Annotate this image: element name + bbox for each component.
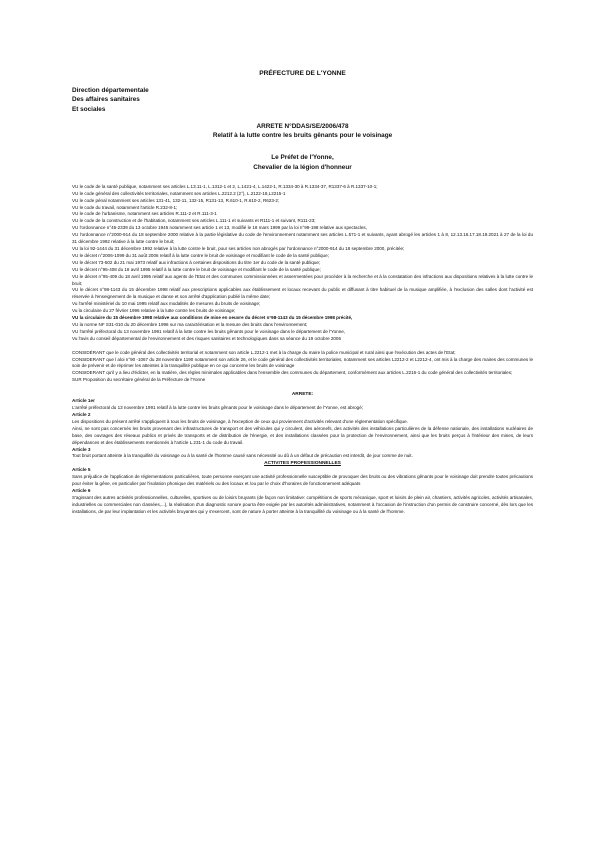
direction-line: Et sociales (72, 105, 106, 113)
visa-item: VU le code de l'urbanisme, notamment ses articles R.111-2 et R.111-3-1 (72, 211, 217, 217)
article-text: Ainsi, ne sont pas concernés les bruits provenant des infrastructures de transport et des véhicules qui y circulent, des aéronefs, des activités des installations particulières de la défense nationale, des installations nucléaires de base, des ouvrages des réseaux publics et privés de transports et de distribution de l'énergie, et des installations classées pour la protection de l'environnement, ainsi que les bruits perçus à l'intérieur des mines, de leurs dépendances et des établissements mentionnés à l'article L.231-1 du code du travail. (72, 425, 533, 445)
visa-item: VU le décret n°95-409 du 18 avril 1995 relatif aux agents de l'Etat et des communes commissionnées et assermentées pour procéder à la recherche et à la constatation des infractions aux dispositions relatives à la lutte contre le bruit; (72, 273, 533, 286)
article-title: Article 3 (72, 446, 91, 452)
visa-item: VU le code de la santé publique, notamment ses articles L.13.11-1, L.1312-1 et 2, L.1421-4, L.1422-1, R.1334-30 à R.1334-37, R1337-6 à R.1337-10-1; (72, 183, 378, 189)
direction-line: Des affaires sanitaires (72, 96, 140, 104)
considerant-item: CONSIDERANT que l aloi n°90 -1067 du 28 novembre 1190 notamment son article 26, et le code général des collectivités territoriales, notamment ses articles L2212-2 et L2212-4, ont mis à la charge des maires des communes le soin de prévenir et de réprimer les atteintes à la tranquillité publique en ce qui concerne les bruits de voisinage (72, 356, 533, 369)
visa-item: VU le code de la construction et de l'habitation, notamment ses articles L.111-1 et suivants et R111-1 et suivant, R111-23; (72, 218, 316, 224)
article-text: Sans préjudice de l'application de réglementations particulières, toute personne exerçant une activité professionnelle susceptible de provoquer des bruits ou des vibrations gênants pour le voisinage doit prendre toutes précautions pour éviter la gêne, en particulier par l'isolation phonique des matériels ou des locaux et /ou par le choix d'horaires de fonctionnement adéquats (72, 474, 533, 487)
arrete-heading: ARRETE: (291, 392, 314, 398)
visa-item: VU le code pénal notamment ses articles 131-41, 132-11, 132-15, R131-13, R.610-1, R.610-2, R623-2; (72, 197, 280, 203)
visa-item: Vu l'avis du conseil départemental de l'environnement et des risques sanitaires et technologiques dans sa séance du 19 octobre 2006 (72, 335, 341, 341)
section-heading-pro: ACTIVITES PROFESSIONNELLES (264, 461, 341, 467)
article-text: Tout bruit portant atteinte à la tranquillité du voisinage ou à la santé de l'homme causé sans nécessité ou dû à un défaut de précaution est interdit, de jour comme de nuit. (72, 453, 413, 459)
visa-item: VU l'ordonnance n°2000-914 du 18 septembre 2000 relative à la partie législative du code de l'environnement notamment ses articles L.571-1 et suivants, ayant abrogé les articles 1 à 8, 12.13.16.17.18.19.2021 à 27 de la loi du 31 décembre 1992 relative à la lutte contre le bruit; (72, 232, 533, 245)
article-title: Article 1er (72, 398, 95, 404)
articles-pro-list (72, 467, 533, 515)
considerant-item: CONSIDÉRANT que le code général des collectivités territorial et notamment son article L.2212-1 met à la charge du maire la police municipal et rural ainsi que l'exécution des actes de l'Etat; (72, 349, 456, 355)
visa-item: VU l'ordonnance n°45-2339 du 13 octobre 1945 notamment ses article 1 et 13, modifié le 18 mars 1999 par la loi n°99-198 relative aux spectacles, (72, 225, 367, 231)
arrete-number: ARRETE N°DDAS/SE/2006/478 (256, 123, 349, 131)
visa-item: VU le code du travail, notamment l'article R.232-8-1; (72, 204, 178, 210)
visa-item: VU le code général des collectivités territoriales, notamment ses articles L.2212.2 (2°), L.2122-18,L2215-1 (72, 190, 286, 196)
visa-item: VU le décret n°2006-1099 du 31 août 2006 relatif à la lutte contre le bruit de voisinage et modifiant le code de la santé publique; (72, 252, 329, 258)
considerant-item: CONSIDERANT qu'il y a lieu d'édicter, en la matière, des règles minimales applicables dans l'ensemble des communes du département, conformément aux articles L.2215-1 du code général des collectivités territoriales; (72, 370, 513, 376)
spacer (72, 343, 533, 350)
arrete-title-block (72, 122, 533, 140)
article-text: L'arrêté préfectoral du 13 novembre 1991 relatif à la lutte contre les bruits gênants pour le voisinage dans le département de l'Yonne, est abrogé; (72, 405, 363, 411)
visa-item: VU le décret n°95-408 du 18 avril 1995 relatif à la lutte contre le bruit de voisinage et modifiant le code de la santé publique; (72, 266, 321, 272)
spacer (72, 384, 533, 391)
visas-list (72, 184, 533, 343)
arrete-subject: Relatif à la lutte contre les bruits gênants pour le voisinage (212, 132, 393, 140)
direction-line: Direction départementale (72, 87, 149, 94)
considerants-list (72, 350, 533, 385)
article-title: Article 5 (72, 467, 91, 473)
prefet-line: Le Préfet de l'Yonne, (271, 154, 334, 162)
article-text: S'agissant des autres activités professionnelles, culturelles, sportives ou de loisirs bruyants (de façon non limitative: compétitions de sports mécanique, sport et loisirs de plein air, chantiers, activités agricoles, activités artisanales, industrielles ou commerciales non classées,...), la réalisation d'un diagnostic sonore pourra être exigée par les autorités administratives, notamment à l'occasion de l'instruction d'un permis de construire concerné, dès lors que les installations, de par leur implantation et les activités bruyantes qui y s'exercent, sont de nature à porter atteinte à la tranquillité du voisinage ou à la santé de l'homme. (72, 494, 533, 514)
visa-item: VU l'arrêté préfectoral du 13 novembre 1991 relatif à la lutte contre les bruits gênants pour le voisinage dans le département de l'Yonne, (72, 328, 346, 334)
visa-item: VU la loi 92-1444 du 31 décembre 1992 relative à la lutte contre le bruit, pour ses articles non abrogés par l'ordonnance n°2000-914 du 18 septembre 2000, précitée; (72, 245, 405, 251)
prefet-block (72, 153, 533, 173)
prefecture-title: PRÉFECTURE DE L'YONNE (259, 70, 346, 77)
visa-item: VU la circulaire du 15 décembre 1998 relative aux conditions de mise en oeuvre du décret n°98-1143 du 15 décembre 1998 précité, (72, 315, 353, 321)
visa-item: Vu la circulaire du 27 février 1996 relative à la lutte contre les bruits de voisinage; (72, 308, 236, 314)
article-title: Article 6 (72, 488, 91, 494)
visa-item: Vu l'arrêté ministériel du 10 mai 1995 relatif aux modalités de mesures du bruits de voisinage; (72, 301, 261, 307)
considerant-item: SUR Proposition du secrétaire général de la Préfecture de l'Yonne (72, 377, 206, 383)
visa-item: VU le décret 73-502 du 21 mai 1973 relatif aux infractions à certaines dispositions du titre 1er du code de la santé publique; (72, 259, 321, 265)
article-text: Les dispositions du présent arrêté s'appliquent à tous les bruits de voisinage, à l'exception de ceux qui proviennent d'activités relevant d'une réglementation spécifique. (72, 418, 408, 424)
direction-block (72, 86, 533, 114)
visa-item: VU le décret n°98-1143 du 15 décembre 1998 relatif aux prescriptions applicables aux établissement et locaux recevant du public et diffusant à titre habituel de la musique amplifiée, à l'exclusion des salles dont l'activité est réservée à l'enseignement de la musique et danse et son arrêté d'application publié la même date; (72, 287, 533, 300)
prefet-line: Chevalier de la légion d'honneur (253, 164, 352, 172)
visa-item: VU la norme NF S31-010 du 20 décembre 1996 sur ma caractérisation et la mesure des bruits dans l'environnement; (72, 321, 308, 327)
article-title: Article 2 (72, 412, 91, 417)
articles-list (72, 398, 533, 460)
